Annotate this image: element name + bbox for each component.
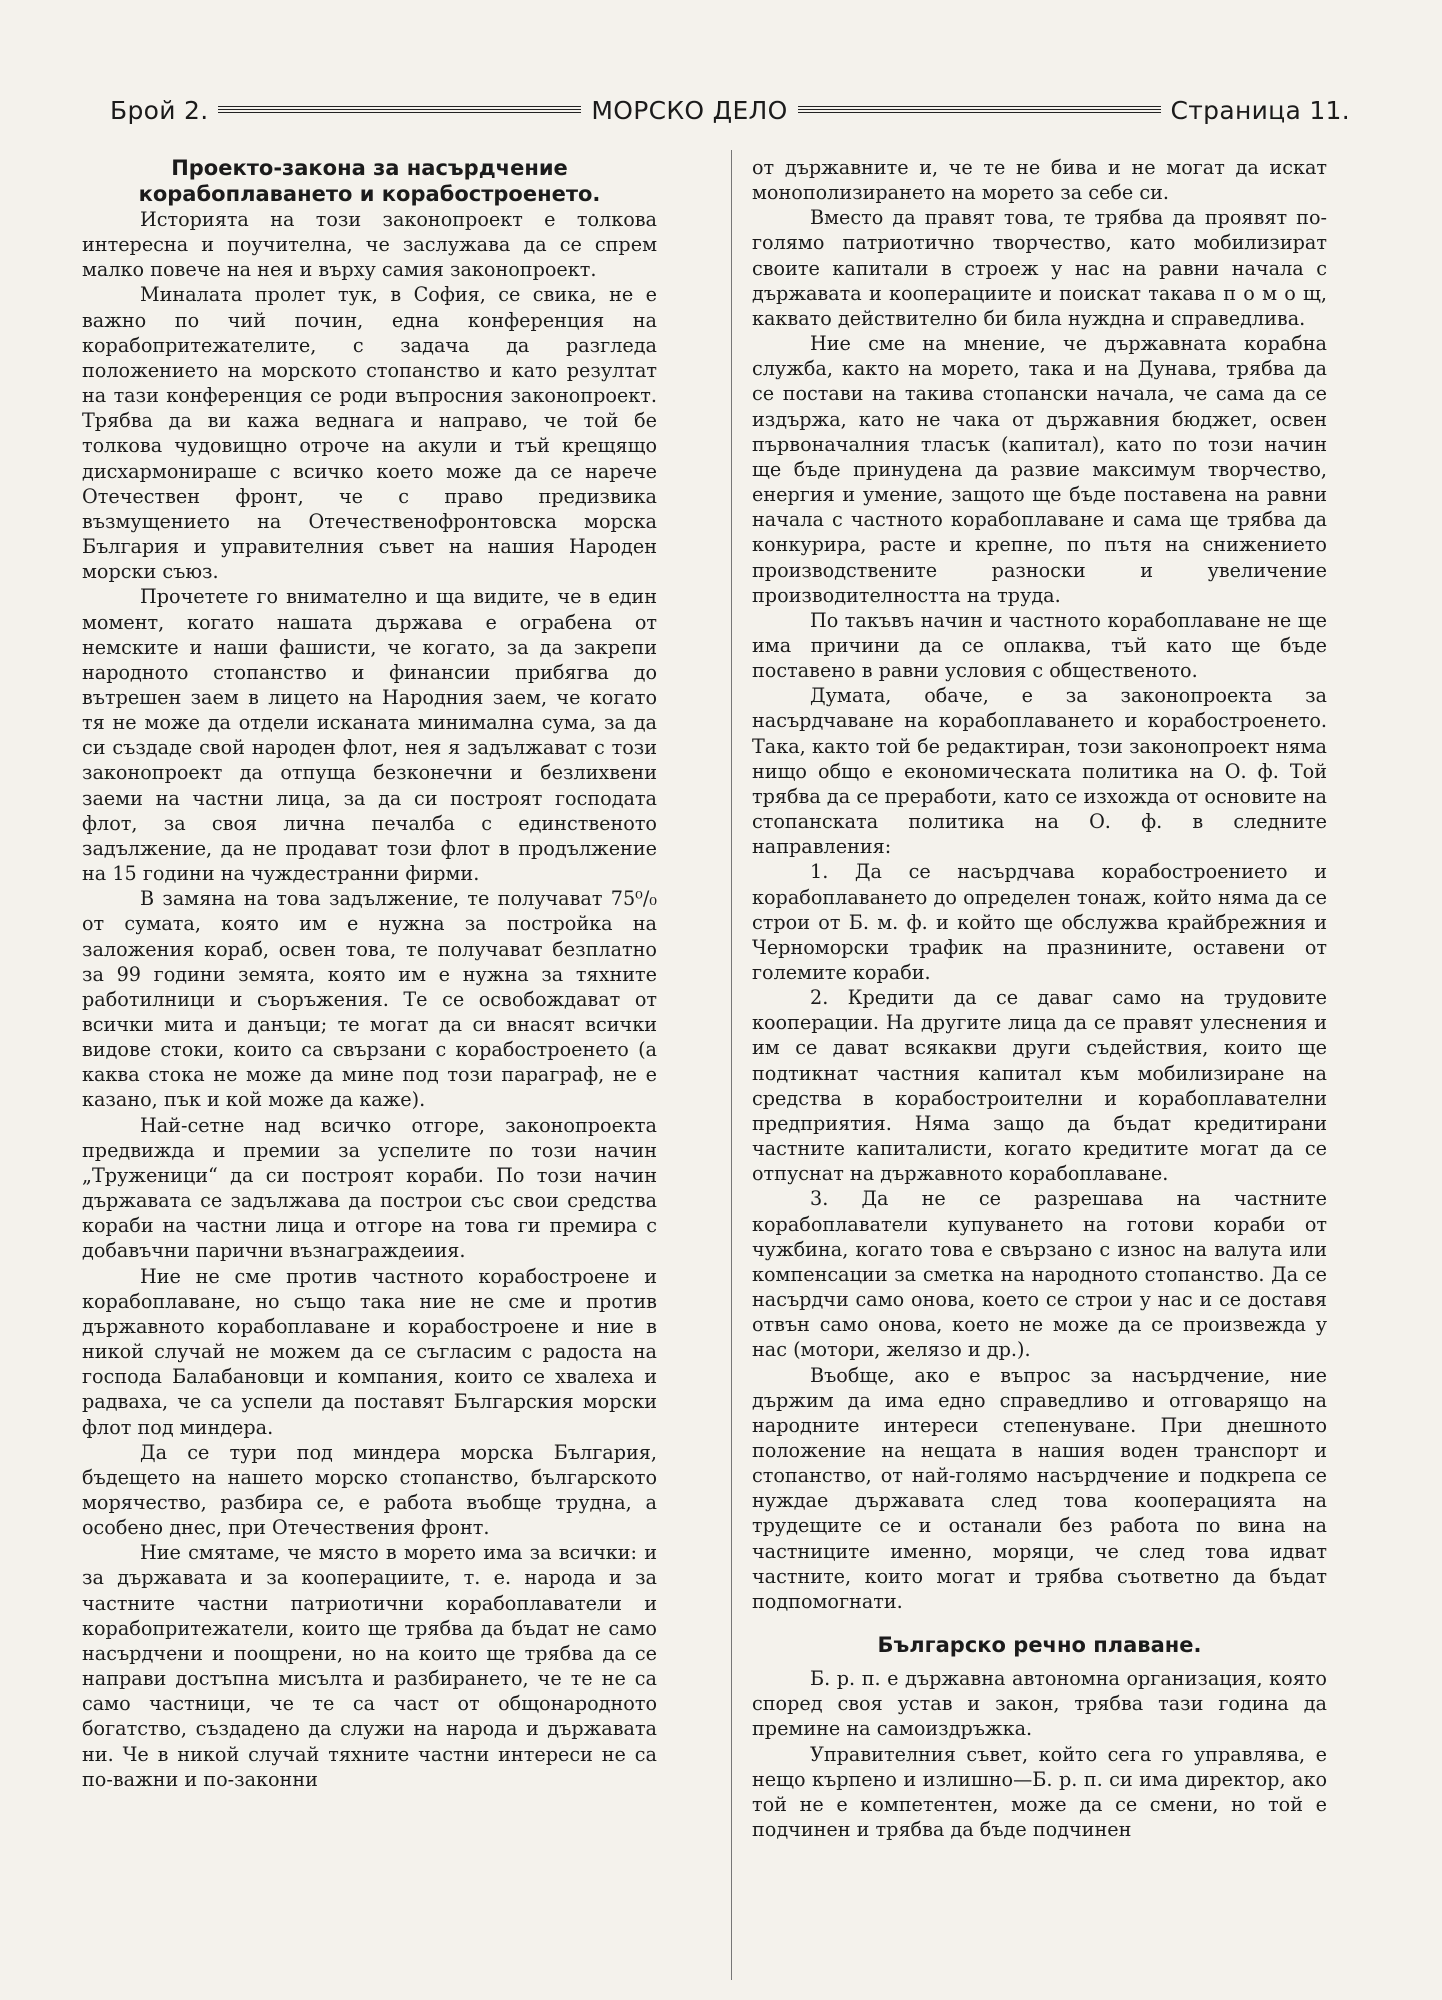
paragraph: Миналата пролет тук, в София, се свика, не е важно по чий почин, една конференция на корабопритежателите, с задача да разгледа положението на морското стопанство и като резултат на тази конференция се роди въпросния законопроект. Трябва да ви кажа веднага и направо, че той бе толкова чудовищно отроче на акули и тъй крещящо дисхармонираше с всичко което може да се нарече Отечествен фронт, че с право предизвика възмущението на Отечественофронтовска морска България и управителния съвет на нашия Народен морски съюз. [82, 283, 657, 584]
paragraph: Историята на този законопроект е толкова интересна и поучителна, че заслужава да се спрем малко повече на нея и върху самия законопроект. [82, 208, 657, 282]
article-heading: Българско речно плаване. [877, 1633, 1202, 1658]
paragraph: Ние сме на мнение, че държавната корабна служба, както на морето, така и на Дунава, трябва да се постави на такива стопански начала, че сама да се издържа, като не чака от държавния бюджет, освен първоначалния тласък (капитал), като по този начин ще бъде принудена да развие максимум творчество, енергия и умение, защото ще бъде поставена на равни начала с частното корабоплаване и сама ще трябва да конкурира, расте и крепне, по пътя на снижението производствените разноски и увеличение производителността на труда. [752, 332, 1327, 607]
paragraph: Б. р. п. е държавна автономна организация, която според своя устав и закон, трябва тази година да премине на самоиздръжка. [752, 1667, 1327, 1741]
article-heading: Проекто-закона за насърдчение корабоплаването и корабостроенето. [138, 156, 601, 206]
paragraph: Управителния съвет, който сега го управлява, е нещо кърпено и излишно—Б. р. п. си има директор, ако той не е компетентен, може да се смени, но той е подчинен и трябва да бъде подчинен [752, 1742, 1327, 1841]
paragraph: Да се тури под миндера морска България, бъдещето на нашето морско стопанство, българското морячество, разбира се, е работа въобще трудна, а особено днес, при Отечествения фронт. [82, 1440, 657, 1540]
page-header [110, 92, 1350, 128]
paragraph: Ние не сме против частното корабостроене и корабоплаване, но също така ние не сме и против държавното корабоплаване и корабостроене и ние в никой случай не можем да се съгласим с радоста на господа Балабановци и компания, които се хвалеха и радваха, че са успели да поставят Българския морски флот под миндера. [82, 1264, 657, 1439]
right-column [752, 155, 1327, 1842]
paragraph: Въобще, ако е въпрос за насърдчение, ние държим да има едно справедливо и отговарящо на народните интереси степенуване. При днешното положение на нещата в нашия воден транспорт и стопанство, от най-голямо насърдчение и подкрепа се нуждае държавата след това кооперацията на трудещите се и останали без работа по вина на частниците именно, моряци, че след това идват частните, които могат и трябва съответно да бъдат подпомогнати. [752, 1363, 1327, 1613]
page-number: Страница 11. [1170, 95, 1350, 125]
paragraph: Прочетете го внимателно и ща видите, че в един момент, когато нашата държава е ограбена от немските и наши фашисти, че когато, за да закрепи народното стопанство и финансии прибягва до вътрешен заем в лицето на Народния заем, че когато тя не може да отдели исканата минимална сума, за да си създаде свой народен флот, нея я задължават с този законопроект да отпуща безконечни и безлихвени заеми на частни лица, за да си построят господата флот, за своя лична печалба с единственото задължение, да не продават този флот в продължение на 15 години на чуждестранни фирми. [82, 585, 657, 886]
paragraph: По такъвъ начин и частното корабоплаване не ще има причини да се оплаква, тъй като ще бъде поставено в равни условия с общественото. [752, 608, 1327, 683]
list-item: 3. Да не се разрешава на частните корабоплаватели купуването на готови кораби от чужбина, когато това е свързано с износ на валута или компенсации за сметка на народното стопанство. Да се насърдчи само онова, което се строи у нас и се доставя отвън само онова, което не може да се произвежда у нас (мотори, желязо и др.). [752, 1187, 1327, 1362]
issue-number: Брой 2. [110, 95, 209, 125]
paragraph: Най-сетне над всичко отгоре, законопроекта предвижда и премии за успелите по този начин „Труженици“ да си построят кораби. По този начин държавата се задължава да построи със свои средства кораби на частни лица и отгоре на това ги премира с добавъчни парични възнаграждеиия. [82, 1113, 657, 1263]
paragraph: Ние смятаме, че място в морето има за всички: и за държавата и за кооперациите, т. е. народа и за частните частни патриотични корабоплаватели и корабопритежатели, които ще трябва да бъдат не само насърдчени и поощрени, но на които ще трябва да се направи достъпна мисълта и разбирането, че те не са само частници, че те са част от общонародното богатство, създадено да служи на народа и държавата ни. Че в никой случай тяхните частни интереси не са по-важни и по-законни [82, 1541, 657, 1791]
journal-title: МОРСКО ДЕЛО [591, 95, 788, 125]
list-item: 1. Да се насърдчава корабостроението и корабоплаването до определен тонаж, който няма да се строи от Б. м. ф. и който ще обслужва крайбрежния и Черноморски трафик на празнините, оставени от големите кораби. [752, 860, 1327, 984]
paragraph-continuation: от държавните и, че те не бива и не могат да искат монополизирането на морето за себе си. [752, 156, 1327, 205]
column-divider [731, 150, 732, 1980]
header-rule-left [218, 106, 581, 115]
list-item: 2. Кредити да се даваг само на трудовите кооперации. На другите лица да се правят улеснения и им се дават всякакви други съдействия, които ще подтикнат частния капитал към мобилизиране на средства в корабостроителни и корабоплавателни предприятия. Няма защо да бъдат кредитирани частните капиталисти, когато кредитите могат да се отпуснат на държавното корабоплаване. [752, 986, 1327, 1186]
header-rule-right [798, 106, 1161, 115]
paragraph: Вместо да правят това, те трябва да проявят по-голямо патриотично творчество, като мобилизират своите капитали в строеж у нас на равни начала с държавата и кооперациите и поискат такава п о м о щ, каквато действително би била нуждна и справедлива. [752, 206, 1327, 330]
left-column [82, 155, 657, 1792]
paragraph: Думата, обаче, е за законопроекта за насърдчаване на корабоплаването и корабостроенето. Така, както той бе редактиран, този законопроект няма нищо общо е економическата политика на О. ф. Той трябва да се преработи, като се изхожда от основите на стопанската политика на О. ф. в следните направления: [752, 684, 1327, 859]
paragraph: В замяна на това задължение, те получават 75⁰/₀ от сумата, която им е нужна за постройка на заложения кораб, освен това, те получават безплатно за 99 години земята, която им е нужна за тяхните работилници и съоръжения. Те се освобождават от всички мита и данъци; те могат да си внасят всички видове стоки, които са свързани с корабостроенето (а каква стока не може да мине под този параграф, не е казано, пък и кой може да каже). [82, 887, 657, 1112]
